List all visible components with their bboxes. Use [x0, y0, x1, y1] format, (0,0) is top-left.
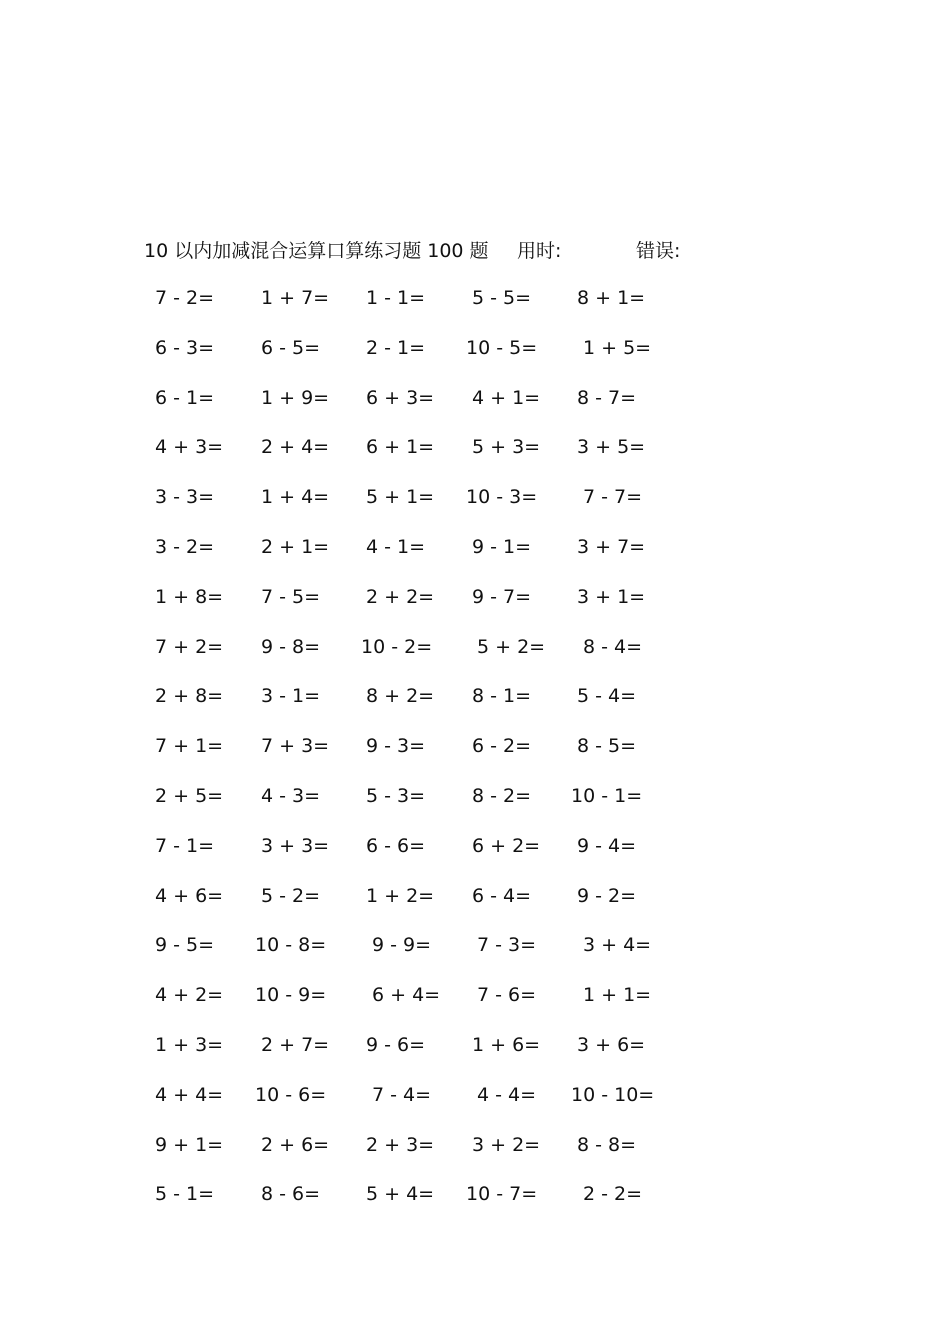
problem-row: [0, 384, 950, 434]
problem-grid: [0, 284, 950, 1230]
worksheet-header: [144, 236, 744, 264]
problem-item: 2 + 6=: [261, 1133, 330, 1156]
problem-item: 4 + 4=: [155, 1083, 224, 1106]
problem-item: 7 + 1=: [155, 735, 224, 758]
problem-item: 2 + 8=: [155, 685, 224, 708]
problem-item: 2 + 7=: [261, 1033, 330, 1056]
problem-item: 6 - 4=: [472, 884, 532, 907]
problem-item: 3 + 7=: [577, 535, 646, 558]
problem-item: 2 + 1=: [261, 535, 330, 558]
time-label: 用时:: [517, 240, 562, 262]
problem-item: 5 + 4=: [366, 1183, 435, 1206]
problem-item: 1 + 9=: [261, 386, 330, 409]
problem-row: [0, 882, 950, 932]
problem-item: 2 + 4=: [261, 436, 330, 459]
problem-item: 2 - 2=: [583, 1183, 643, 1206]
problem-item: 4 - 3=: [261, 784, 321, 807]
problem-item: 6 + 4=: [372, 984, 441, 1007]
problem-item: 2 + 3=: [366, 1133, 435, 1156]
problem-item: 1 + 8=: [155, 585, 224, 608]
problem-item: 2 - 1=: [366, 336, 426, 359]
problem-item: 10 - 9=: [255, 984, 327, 1007]
problem-item: 9 - 4=: [577, 834, 637, 857]
problem-item: 7 - 3=: [477, 934, 537, 957]
problem-item: 8 - 5=: [577, 735, 637, 758]
problem-item: 6 - 6=: [366, 834, 426, 857]
problem-item: 10 - 3=: [466, 486, 538, 509]
problem-item: 3 + 2=: [472, 1133, 541, 1156]
problem-item: 7 - 7=: [583, 486, 643, 509]
problem-item: 8 - 8=: [577, 1133, 637, 1156]
problem-item: 7 - 5=: [261, 585, 321, 608]
problem-row: [0, 832, 950, 882]
problem-item: 9 - 6=: [366, 1033, 426, 1056]
problem-item: 1 + 3=: [155, 1033, 224, 1056]
problem-row: [0, 284, 950, 334]
problem-item: 7 - 2=: [155, 287, 215, 309]
problem-item: 4 - 4=: [477, 1083, 537, 1106]
problem-item: 3 + 5=: [577, 436, 646, 459]
problem-row: [0, 732, 950, 782]
problem-row: [0, 633, 950, 683]
problem-item: 10 - 7=: [466, 1183, 538, 1206]
problem-item: 2 + 5=: [155, 784, 224, 807]
problem-item: 7 - 1=: [155, 834, 215, 857]
problem-item: 1 + 6=: [472, 1033, 541, 1056]
problem-row: [0, 931, 950, 981]
problem-item: 3 - 3=: [155, 486, 215, 509]
problem-row: [0, 1131, 950, 1181]
problem-item: 8 - 6=: [261, 1183, 321, 1206]
problem-item: 7 + 3=: [261, 735, 330, 758]
problem-row: [0, 682, 950, 732]
problem-item: 9 + 1=: [155, 1133, 224, 1156]
problem-item: 5 - 5=: [472, 287, 532, 309]
problem-item: 6 + 1=: [366, 436, 435, 459]
problem-item: 10 - 5=: [466, 336, 538, 359]
problem-item: 10 - 10=: [571, 1083, 655, 1106]
problem-row: [0, 981, 950, 1031]
problem-item: 9 - 3=: [366, 735, 426, 758]
problem-item: 3 + 6=: [577, 1033, 646, 1056]
problem-row: [0, 1031, 950, 1081]
problem-item: 6 - 2=: [472, 735, 532, 758]
problem-item: 4 + 6=: [155, 884, 224, 907]
problem-item: 1 - 1=: [366, 287, 426, 309]
problem-row: [0, 533, 950, 583]
problem-item: 9 - 5=: [155, 934, 215, 957]
problem-item: 1 + 2=: [366, 884, 435, 907]
problem-item: 2 + 2=: [366, 585, 435, 608]
problem-row: [0, 334, 950, 384]
problem-row: [0, 1081, 950, 1131]
problem-item: 9 - 2=: [577, 884, 637, 907]
problem-item: 7 - 4=: [372, 1083, 432, 1106]
problem-row: [0, 1180, 950, 1230]
problem-item: 8 + 1=: [577, 287, 646, 309]
error-label: 错误:: [636, 240, 681, 262]
problem-item: 10 - 8=: [255, 934, 327, 957]
page-title: 10 以内加减混合运算口算练习题 100 题: [144, 240, 489, 262]
problem-item: 4 + 1=: [472, 386, 541, 409]
problem-item: 5 + 2=: [477, 635, 546, 658]
problem-row: [0, 433, 950, 483]
problem-item: 8 - 4=: [583, 635, 643, 658]
problem-item: 10 - 2=: [361, 635, 433, 658]
problem-item: 5 - 2=: [261, 884, 321, 907]
problem-item: 7 - 6=: [477, 984, 537, 1007]
problem-item: 8 - 2=: [472, 784, 532, 807]
problem-item: 3 + 1=: [577, 585, 646, 608]
problem-item: 1 + 1=: [583, 984, 652, 1007]
problem-item: 8 - 7=: [577, 386, 637, 409]
problem-item: 6 - 1=: [155, 386, 215, 409]
problem-item: 5 - 4=: [577, 685, 637, 708]
problem-item: 4 + 2=: [155, 984, 224, 1007]
problem-item: 5 + 3=: [472, 436, 541, 459]
problem-item: 7 + 2=: [155, 635, 224, 658]
problem-item: 3 + 4=: [583, 934, 652, 957]
problem-item: 4 - 1=: [366, 535, 426, 558]
problem-item: 4 + 3=: [155, 436, 224, 459]
problem-item: 6 - 5=: [261, 336, 321, 359]
problem-row: [0, 583, 950, 633]
problem-item: 3 - 2=: [155, 535, 215, 558]
problem-item: 9 - 7=: [472, 585, 532, 608]
problem-item: 5 + 1=: [366, 486, 435, 509]
problem-item: 3 + 3=: [261, 834, 330, 857]
problem-item: 1 + 5=: [583, 336, 652, 359]
problem-item: 3 - 1=: [261, 685, 321, 708]
problem-item: 8 + 2=: [366, 685, 435, 708]
problem-item: 10 - 1=: [571, 784, 643, 807]
problem-item: 9 - 1=: [472, 535, 532, 558]
problem-item: 6 - 3=: [155, 336, 215, 359]
problem-item: 6 + 2=: [472, 834, 541, 857]
problem-item: 1 + 4=: [261, 486, 330, 509]
problem-item: 8 - 1=: [472, 685, 532, 708]
problem-item: 10 - 6=: [255, 1083, 327, 1106]
problem-item: 5 - 3=: [366, 784, 426, 807]
problem-row: [0, 483, 950, 533]
problem-row: [0, 782, 950, 832]
problem-item: 9 - 8=: [261, 635, 321, 658]
problem-item: 6 + 3=: [366, 386, 435, 409]
problem-item: 1 + 7=: [261, 287, 330, 309]
problem-item: 9 - 9=: [372, 934, 432, 957]
problem-item: 5 - 1=: [155, 1183, 215, 1206]
